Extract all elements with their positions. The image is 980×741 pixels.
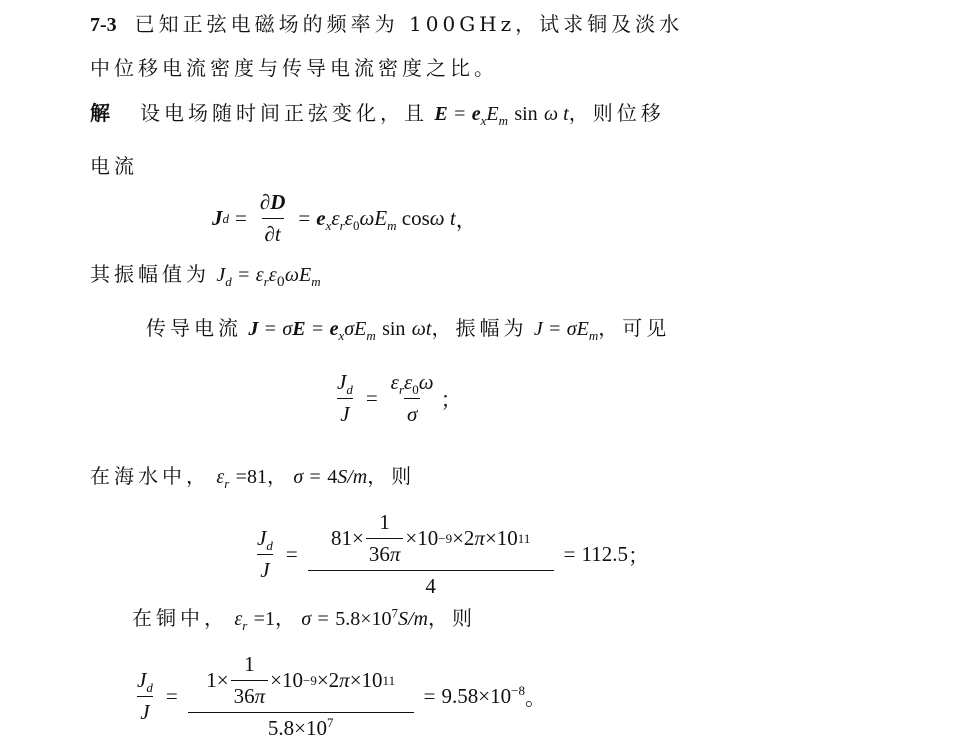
- conduction-line: 传导电流 $J = \sigma E = e_x\sigma E_m$ sin ωt，振幅为 $J = \sigma E_m$，可见: [146, 316, 671, 343]
- solution-label: 解: [90, 101, 110, 125]
- problem-text-1: 已知正弦电磁场的频率为 100GHz，试求铜及淡水: [134, 12, 684, 36]
- copper-result: $9.58\times 10^{-8}$: [441, 683, 525, 708]
- problem-number: 7-3: [90, 14, 117, 36]
- problem-text-2: 中位移电流密度与传导电流密度之比。: [90, 56, 498, 80]
- equation-seawater: $\frac{J_d}{J}$ = 81 × $\frac{1}{36\pi}$ × 10 −9 × 2 π × 10 11 4 = 112.5 ；: [257, 510, 649, 598]
- copper-line: 在铜中， $\varepsilon_r =1$， $\sigma = 5.8\times 10^7S/m$，则: [132, 605, 476, 633]
- equation-copper: $\frac{J_d}{J}$ = 1 × $\frac{1}{36\pi}$ × 10 −9 × 2 π × 10 11 $5.8\times 10^7$ = $9.58\times 10^{-8}$ 。: [137, 652, 546, 740]
- seawater-result: 112.5: [581, 542, 628, 566]
- solution-intro-2: 电流: [90, 154, 138, 178]
- problem-line-1: [90, 14, 683, 35]
- solution-intro: 解 设电场随时间正弦变化，且 $E = e_xE_m$ sin ω t，则位移: [90, 101, 665, 128]
- equation-ratio: $\frac{J_d}{J}$ = $\frac{\varepsilon_r\varepsilon_0\omega}{\sigma}$ ；: [337, 370, 462, 426]
- seawater-line: 在海水中， $\varepsilon_r =81$， σ = 4S/m，则: [90, 464, 416, 491]
- amplitude-line: 其振幅值为 $J_d = \varepsilon_r\varepsilon_0\omega E_m$: [90, 262, 321, 290]
- equation-displacement-current: J d = $\frac{\partial D}{\partial t}$ = $e_x\varepsilon_r\varepsilon_0\omega E_m$ cosω t ，: [212, 190, 477, 246]
